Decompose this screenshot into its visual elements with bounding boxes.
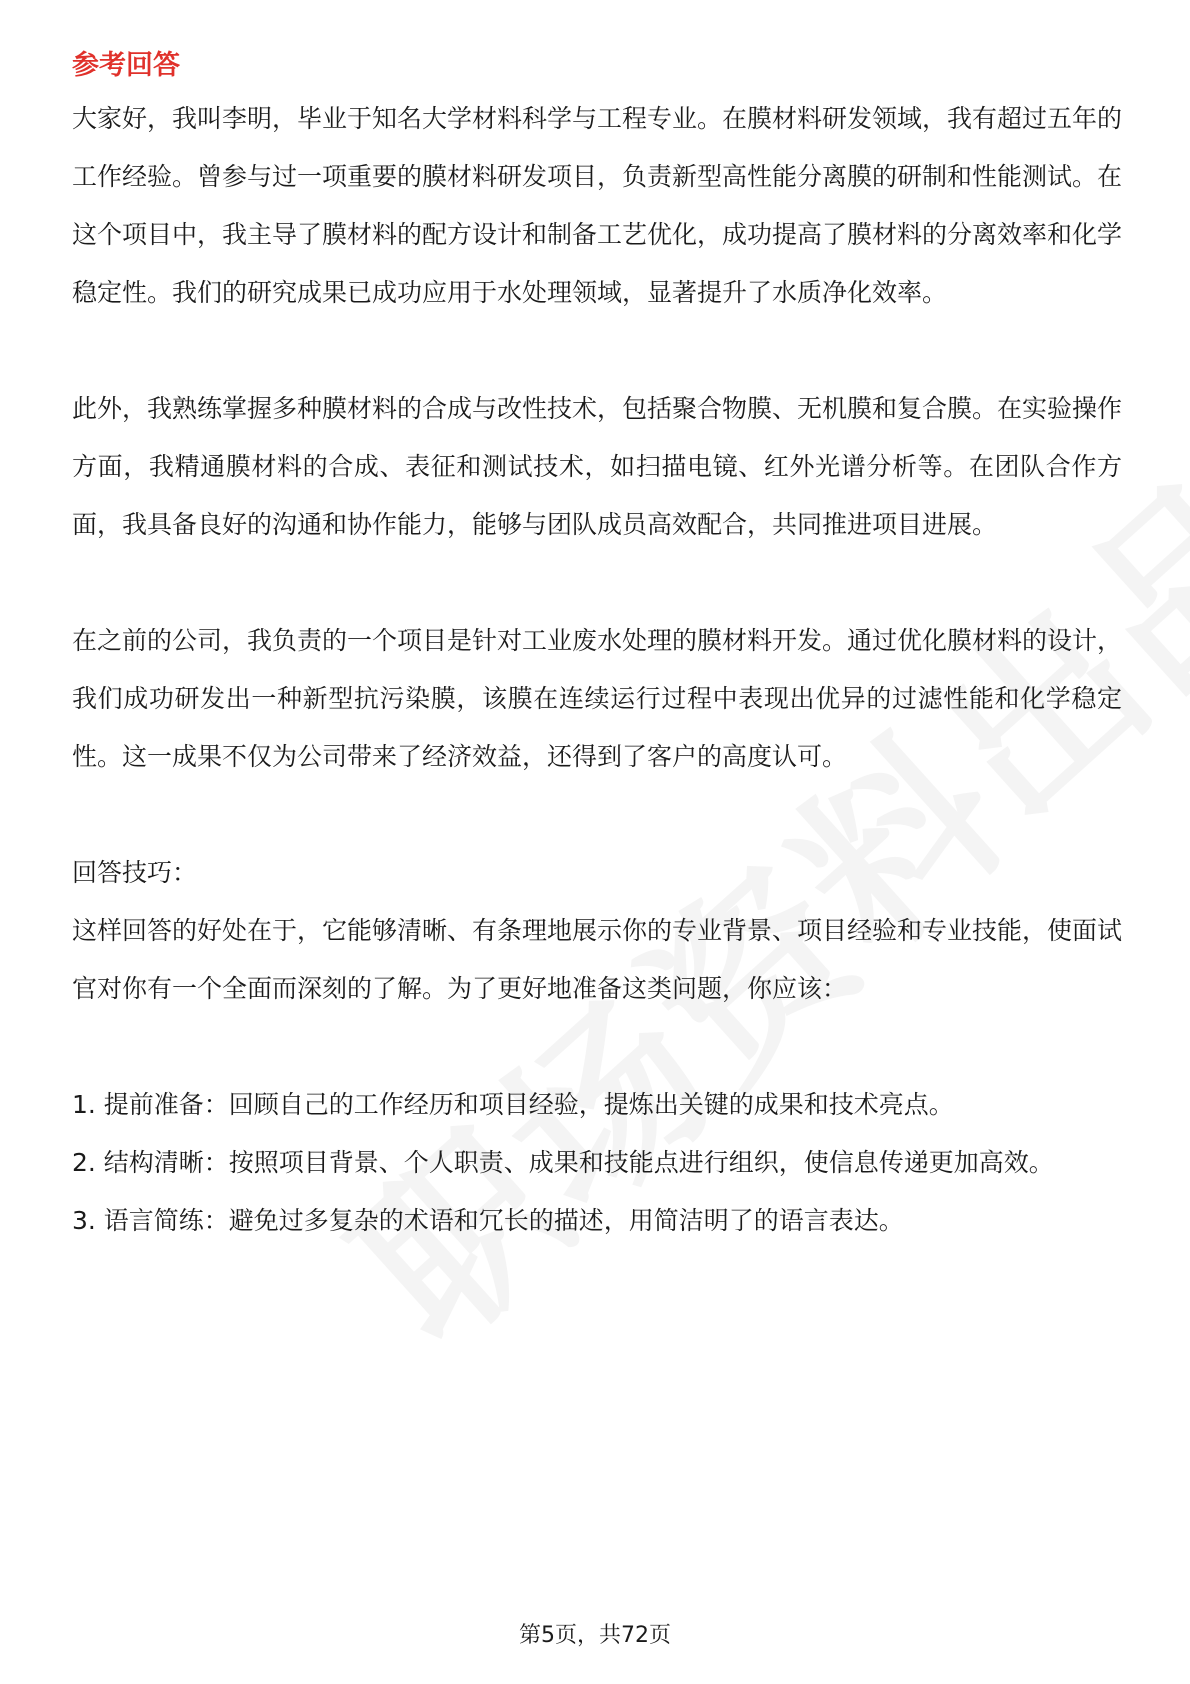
answer-paragraph-3: 在之前的公司，我负责的一个项目是针对工业废水处理的膜材料开发。通过优化膜材料的设计，我们成功研发出一种新型抗污染膜，该膜在连续运行过程中表现出优异的过滤性能和化学稳定性。这一成果不仅为公司带来了经济效益，还得到了客户的高度认可。	[72, 626, 1123, 771]
section-heading: 参考回答	[72, 50, 180, 81]
list-item-2: 2. 结构清晰：按照项目背景、个人职责、成果和技能点进行组织，使信息传递更加高效。	[72, 1148, 1054, 1177]
tips-intro: 这样回答的好处在于，它能够清晰、有条理地展示你的专业背景、项目经验和专业技能，使面试官对你有一个全面而深刻的了解。为了更好地准备这类问题，你应该：	[72, 916, 1123, 1003]
list-item-1: 1. 提前准备：回顾自己的工作经历和项目经验，提炼出关键的成果和技术亮点。	[72, 1090, 954, 1119]
answer-paragraph-2: 此外，我熟练掌握多种膜材料的合成与改性技术，包括聚合物膜、无机膜和复合膜。在实验操作方面，我精通膜材料的合成、表征和测试技术，如扫描电镜、红外光谱分析等。在团队合作方面，我具备良好的沟通和协作能力，能够与团队成员高效配合，共同推进项目进展。	[72, 394, 1123, 539]
answer-paragraph-1: 大家好，我叫李明，毕业于知名大学材料科学与工程专业。在膜材料研发领域，我有超过五年的工作经验。曾参与过一项重要的膜材料研发项目，负责新型高性能分离膜的研制和性能测试。在这个项目中，我主导了膜材料的配方设计和制备工艺优化，成功提高了膜材料的分离效率和化学稳定性。我们的研究成果已成功应用于水处理领域，显著提升了水质净化效率。	[72, 104, 1123, 307]
tips-label: 回答技巧：	[72, 858, 198, 887]
page-footer: 第5页，共72页	[519, 1623, 671, 1648]
document-page	[72, 42, 1122, 1250]
list-item-3: 3. 语言简练：避免过多复杂的术语和冗长的描述，用简洁明了的语言表达。	[72, 1206, 904, 1235]
